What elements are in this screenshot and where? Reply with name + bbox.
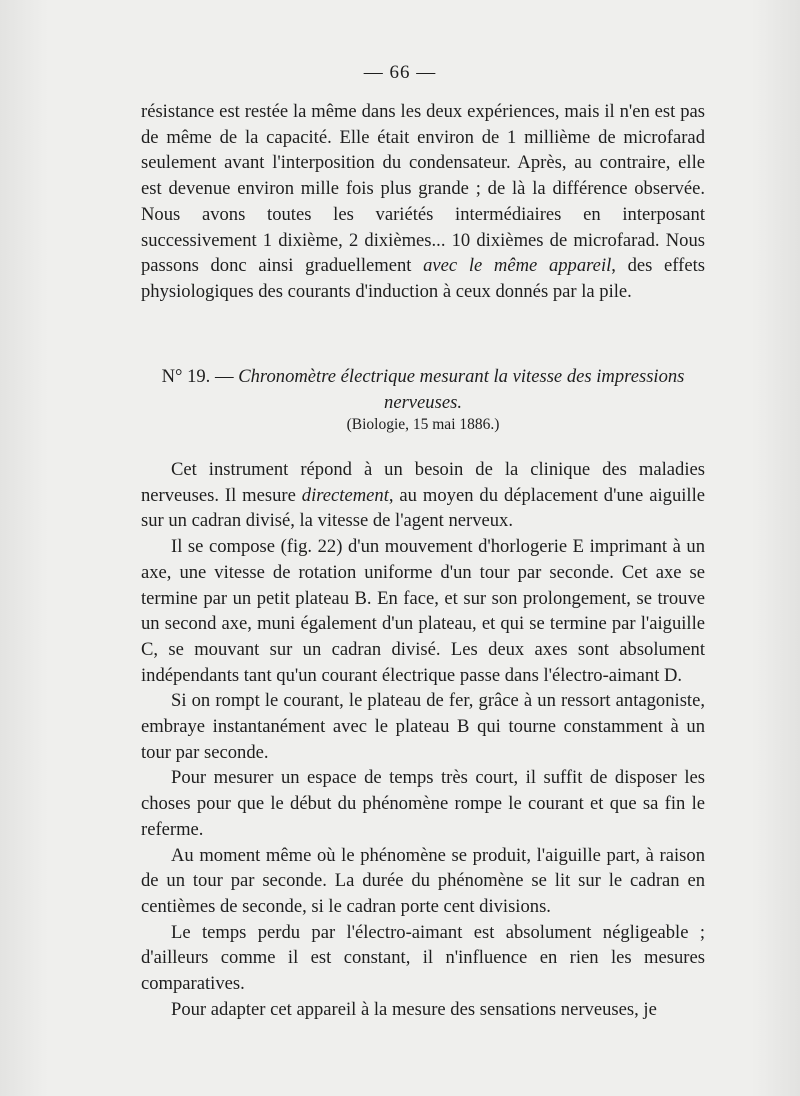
body-paragraph: [141, 457, 705, 534]
paragraph-emphasis: directement: [301, 484, 389, 506]
page-number: — 66 —: [363, 62, 437, 83]
section-title: Chronomètre électrique mesurant la vitesse des impressions nerveuses.: [238, 366, 685, 413]
section-body: [141, 457, 705, 1022]
paragraph-text-end: , au moyen du déplacement d'une aiguille sur un cadran divisé, la vitesse de l'agent nerveux.: [141, 484, 705, 532]
intro-text: résistance est restée la même dans les deux expériences, mais il n'en est pas de même de la capacité. Elle était environ de 1 millième de microfarad seulement avant l'interposition du condensateur. Après, au contraire, elle est devenue environ mille fois plus grande ; de là la différence observée. Nous avons toutes les variétés intermédiaires en interposant successivement 1 dixième, 2 dixièmes... 10 dixièmes de microfarad. Nous passons donc ainsi graduellement: [141, 101, 705, 277]
body-paragraph: Il se compose (fig. 22) d'un mouvement d'horlogerie E imprimant à un axe, une vitesse de rotation uniforme d'un tour par seconde. Cet axe se termine par un petit plateau B. En face, et sur son prolongement, se trouve un second axe, muni également d'un plateau, et qui se termine par l'aiguille C, se mouvant sur un cadran divisé. Les deux axes sont absolument indépendants tant qu'un courant électrique passe dans l'électro-aimant D.: [141, 536, 705, 686]
intro-paragraph: [141, 99, 705, 305]
section-heading: [141, 364, 705, 415]
paragraph-text: Cet instrument répond à un besoin de la clinique des maladies nerveuses. Il mesure: [141, 459, 705, 506]
body-paragraph: Le temps perdu par l'électro-aimant est absolument négligeable ; d'ailleurs comme il est constant, il n'influence en rien les mesures comparatives.: [141, 921, 705, 995]
section-source: (Biologie, 15 mai 1886.): [346, 416, 500, 433]
intro-emphasis: avec le même appareil: [423, 255, 612, 277]
body-paragraph: Pour mesurer un espace de temps très court, il suffit de disposer les choses pour que le début du phénomène rompe le courant et que sa fin le referme.: [141, 767, 705, 840]
body-paragraph: Pour adapter cet appareil à la mesure des sensations nerveuses, je: [171, 998, 657, 1020]
body-paragraph: Si on rompt le courant, le plateau de fer, grâce à un ressort antagoniste, embraye instantanément avec le plateau B qui tourne constamment à un tour par seconde.: [141, 690, 705, 763]
body-paragraph: Au moment même où le phénomène se produit, l'aiguille part, à raison de un tour par seconde. La durée du phénomène se lit sur le cadran en centièmes de seconde, si le cadran porte cent divisions.: [141, 844, 705, 917]
intro-text-end: , des effets physiologiques des courants d'induction à ceux donnés par la pile.: [141, 255, 705, 302]
section-number: N° 19. —: [161, 366, 239, 387]
